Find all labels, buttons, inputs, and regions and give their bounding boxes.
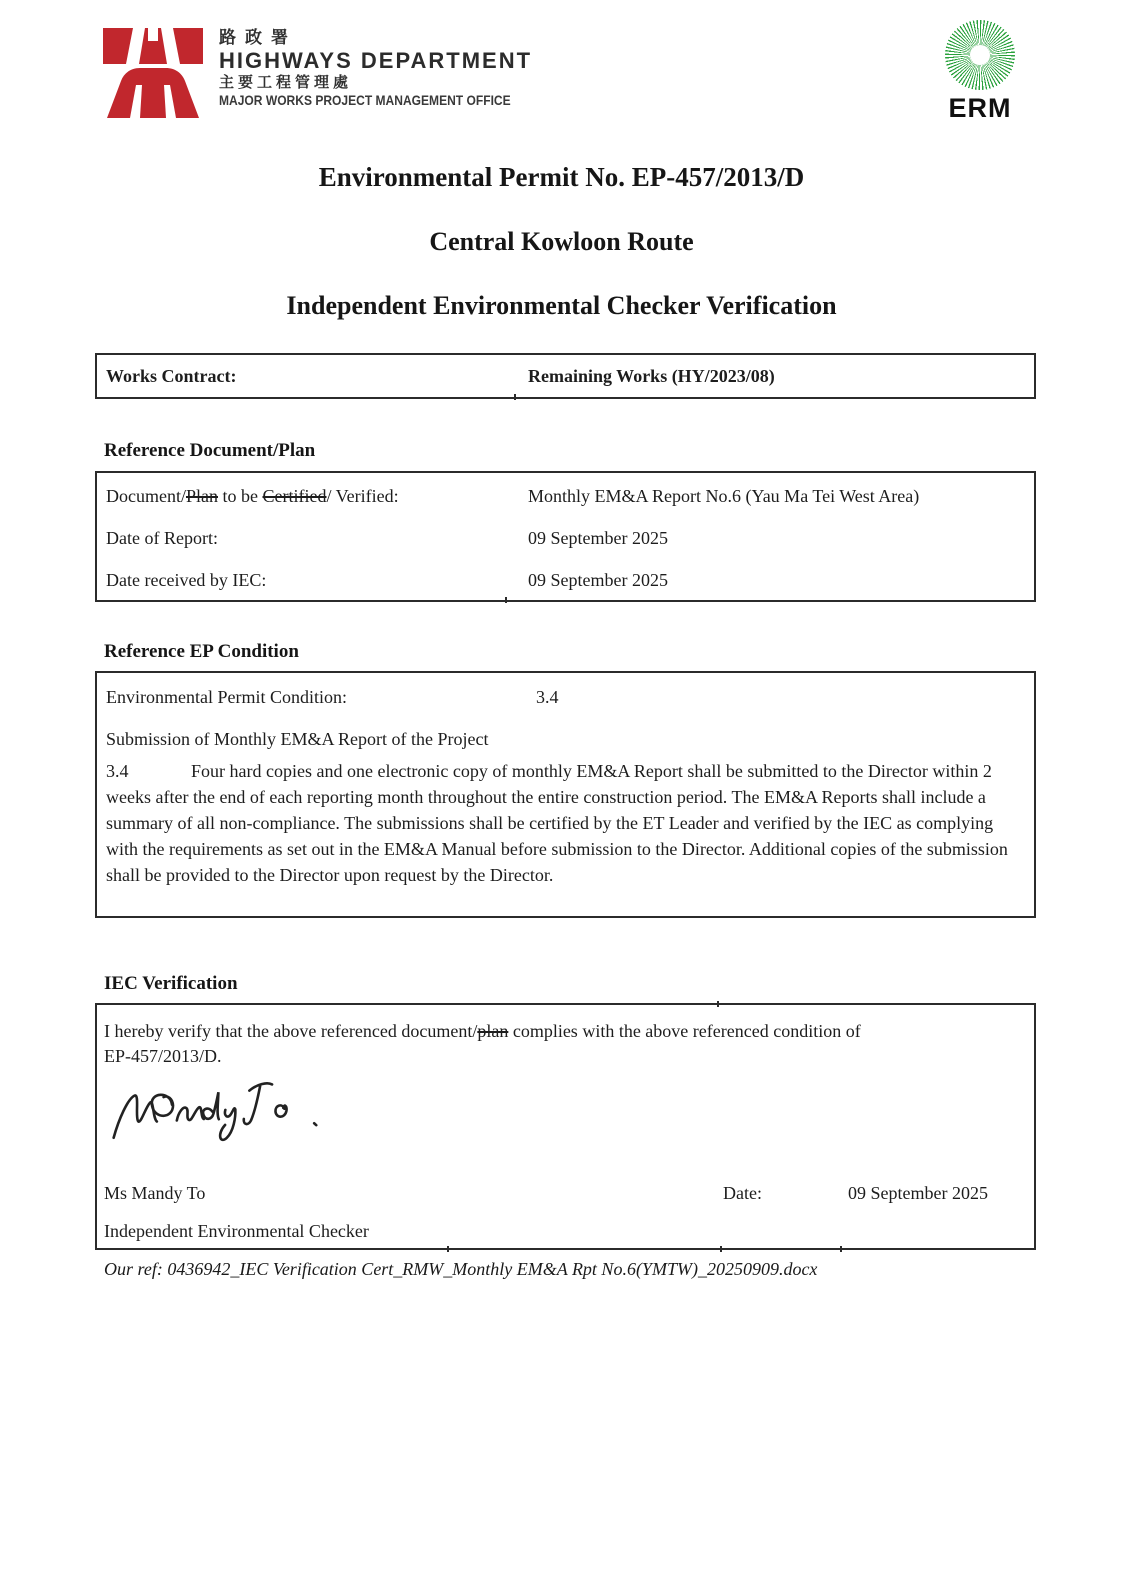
signatory-name: Ms Mandy To — [104, 1183, 206, 1203]
signature-mandy-to — [106, 1066, 341, 1166]
department-name-chinese: 路政署 — [219, 28, 297, 47]
strikethrough-plan-2: plan — [477, 1021, 509, 1041]
document-verified-row — [106, 486, 1025, 507]
department-name-english: HIGHWAYS DEPARTMENT — [219, 48, 533, 73]
project-title: Central Kowloon Route — [429, 227, 694, 256]
works-contract-box — [95, 353, 1036, 399]
erm-logo — [943, 20, 1017, 124]
works-contract-value: Remaining Works (HY/2023/08) — [528, 366, 775, 386]
table-cell-divider-tick — [720, 1246, 722, 1252]
signature-date-label: Date: — [723, 1183, 762, 1203]
reference-document-box — [95, 471, 1036, 602]
office-name-english: MAJOR WORKS PROJECT MANAGEMENT OFFICE — [219, 92, 511, 108]
date-received-value: 09 September 2025 — [528, 570, 668, 590]
table-cell-divider-tick — [840, 1246, 842, 1252]
ep-condition-value: 3.4 — [536, 687, 559, 707]
works-contract-label: Works Contract: — [106, 366, 237, 386]
reference-ep-condition-heading: Reference EP Condition — [104, 641, 299, 662]
reference-ep-condition-box — [95, 671, 1036, 918]
ep-condition-subheading: Submission of Monthly EM&A Report of the Project — [106, 729, 489, 749]
document-verified-label: Document/Plan to be Certified/ Verified: — [106, 486, 399, 506]
office-name-chinese: 主要工程管理處 — [219, 74, 353, 91]
clause-text: Four hard copies and one electronic copy of monthly EM&A Report shall be submitted to the Director within 2 weeks after the end of each reporting month throughout the entire construction period. The EM&A Reports shall include a summary of all non-compliance. The submissions shall be certified by the ET Leader and verified by the IEC as complying with the requirements as set out in the EM&A Manual before submission to the Director. Additional copies of the submission shall be provided to the Director upon request by the Director. — [106, 761, 1008, 885]
works-contract-row — [106, 366, 1025, 387]
clause-number: 3.4 — [106, 761, 129, 781]
highways-department-logo-icon — [100, 27, 206, 119]
reference-document-heading: Reference Document/Plan — [104, 440, 316, 461]
signature-date-value: 09 September 2025 — [848, 1183, 988, 1203]
date-of-report-row — [106, 528, 1025, 549]
erm-logo-text: ERM — [948, 93, 1012, 123]
table-cell-divider-tick — [447, 1246, 449, 1252]
document-verified-value: Monthly EM&A Report No.6 (Yau Ma Tei West Area) — [528, 486, 920, 506]
department-name-block — [219, 28, 558, 108]
table-cell-divider-tick — [505, 597, 507, 603]
ep-condition-row — [106, 687, 1025, 708]
table-cell-divider-tick — [717, 1001, 719, 1007]
erm-sunburst-icon — [945, 20, 1015, 90]
date-of-report-label: Date of Report: — [106, 528, 218, 548]
ep-condition-clause — [106, 758, 1027, 888]
signatory-title: Independent Environmental Checker — [104, 1221, 369, 1241]
date-of-report-value: 09 September 2025 — [528, 528, 668, 548]
verification-statement — [104, 1019, 1019, 1069]
strikethrough-certified: Certified — [262, 486, 327, 506]
our-ref-footer: Our ref: 0436942_IEC Verification Cert_RMW_Monthly EM&A Rpt No.6(YMTW)_20250909.docx — [104, 1259, 818, 1279]
verification-statement-line1: I hereby verify that the above referenced document/plan complies with the above referenced condition of — [104, 1021, 861, 1041]
ep-condition-label: Environmental Permit Condition: — [106, 687, 347, 707]
strikethrough-plan: Plan — [185, 486, 218, 506]
permit-number-title: Environmental Permit No. EP-457/2013/D — [318, 162, 805, 192]
verification-statement-line2: EP-457/2013/D. — [104, 1046, 222, 1066]
table-cell-divider-tick — [514, 394, 516, 400]
date-received-label: Date received by IEC: — [106, 570, 267, 590]
iec-verification-heading: IEC Verification — [104, 973, 238, 994]
date-received-row — [106, 570, 1025, 591]
document-type-title: Independent Environmental Checker Verification — [286, 291, 837, 320]
